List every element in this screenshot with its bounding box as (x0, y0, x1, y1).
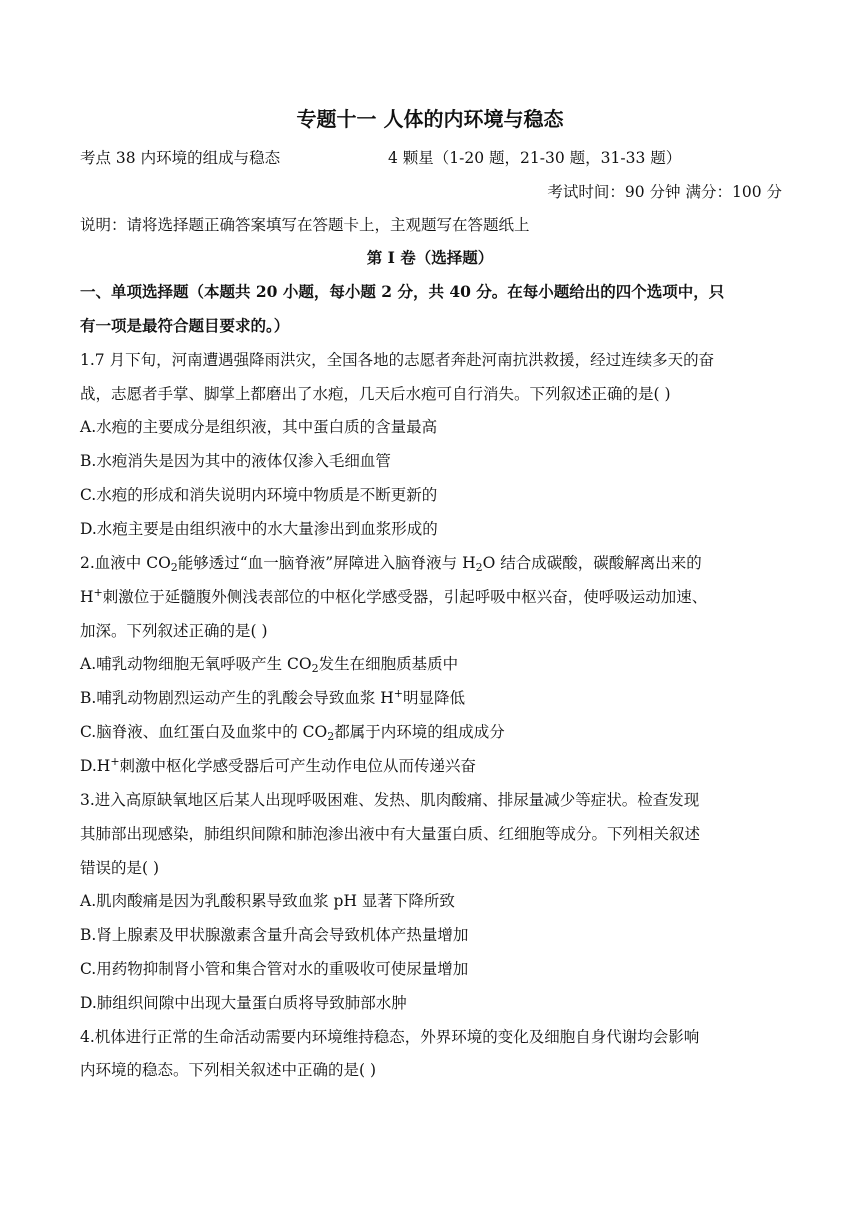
kaodian-label: 考点 38 内环境的组成与稳态 (80, 149, 281, 167)
q3-option-b: B.肾上腺素及甲状腺激素含量升高会导致机体产热量增加 (80, 926, 469, 944)
star-rating: 4 颗星（1-20 题，21-30 题，31-33 题） (388, 149, 682, 167)
q1-stem-line2: 战，志愿者手掌、脚掌上都磨出了水疱，几天后水疱可自行消失。下列叙述正确的是( ) (80, 385, 671, 403)
q3-stem-line3: 错误的是( ) (80, 859, 160, 877)
exam-info: 考试时间：90 分钟 满分：100 分 (547, 183, 782, 201)
q3-option-d: D.肺组织间隙中出现大量蛋白质将导致肺部水肿 (80, 994, 407, 1012)
q4-stem-line2: 内环境的稳态。下列相关叙述中正确的是( ) (80, 1061, 377, 1079)
q1-stem-line1: 1.7 月下旬，河南遭遇强降雨洪灾，全国各地的志愿者奔赴河南抗洪救援，经过连续多天的奋 (80, 351, 715, 369)
q2-stem-line1: 2.血液中 $CO_2$能够透过“血一脑脊液”屏障进入脑脊液与 $H_2O$ 结合成碳酸，碳酸解离出来的 (80, 554, 702, 574)
q1-option-d: D.水疱主要是由组织液中的水大量渗出到血浆形成的 (80, 520, 438, 538)
q2-stem-line3: 加深。下列叙述正确的是( ) (80, 622, 268, 640)
q2-option-c: C.脑脊液、血红蛋白及血浆中的 $CO_2$都属于内环境的组成成分 (80, 723, 505, 743)
part-intro-line1: 一、单项选择题（本题共 20 小题，每小题 2 分，共 40 分。在每小题给出的四个选项中，只 (80, 282, 725, 301)
q2-stem-line2: H+刺激位于延髓腹外侧浅表部位的中枢化学感受器，引起呼吸中枢兴奋，使呼吸运动加速、 (80, 586, 708, 606)
part-intro-line2: 有一项是最符合题目要求的。） (80, 316, 290, 335)
instructions-note: 说明：请将选择题正确答案填写在答题卡上，主观题写在答题纸上 (80, 216, 530, 234)
section-title: 第 I 卷（选择题） (366, 248, 494, 267)
q4-stem-line1: 4.机体进行正常的生命活动需要内环境维持稳态，外界环境的变化及细胞自身代谢均会影响 (80, 1028, 700, 1046)
q1-option-a: A.水疱的主要成分是组织液，其中蛋白质的含量最高 (80, 418, 438, 436)
q1-option-b: B.水疱消失是因为其中的液体仅渗入毛细血管 (80, 452, 391, 470)
q3-option-c: C.用药物抑制肾小管和集合管对水的重吸收可使尿量增加 (80, 960, 469, 978)
q2-option-a: A.哺乳动物细胞无氧呼吸产生 $CO_2$发生在细胞质基质中 (80, 655, 459, 675)
doc-title: 专题十一 人体的内环境与稳态 (296, 107, 564, 131)
q3-stem-line1: 3.进入高原缺氧地区后某人出现呼吸困难、发热、肌肉酸痛、排尿量减少等症状。检查发现 (80, 791, 700, 809)
q3-option-a: A.肌肉酸痛是因为乳酸积累导致血浆 pH 显著下降所致 (80, 892, 455, 910)
q2-option-d: D.H+刺激中枢化学感受器后可产生动作电位从而传递兴奋 (80, 755, 477, 775)
q3-stem-line2: 其肺部出现感染，肺组织间隙和肺泡渗出液中有大量蛋白质、红细胞等成分。下列相关叙述 (80, 825, 701, 843)
q1-option-c: C.水疱的形成和消失说明内环境中物质是不断更新的 (80, 486, 438, 504)
q2-option-b: B.哺乳动物剧烈运动产生的乳酸会导致血浆 H+明显降低 (80, 687, 465, 707)
